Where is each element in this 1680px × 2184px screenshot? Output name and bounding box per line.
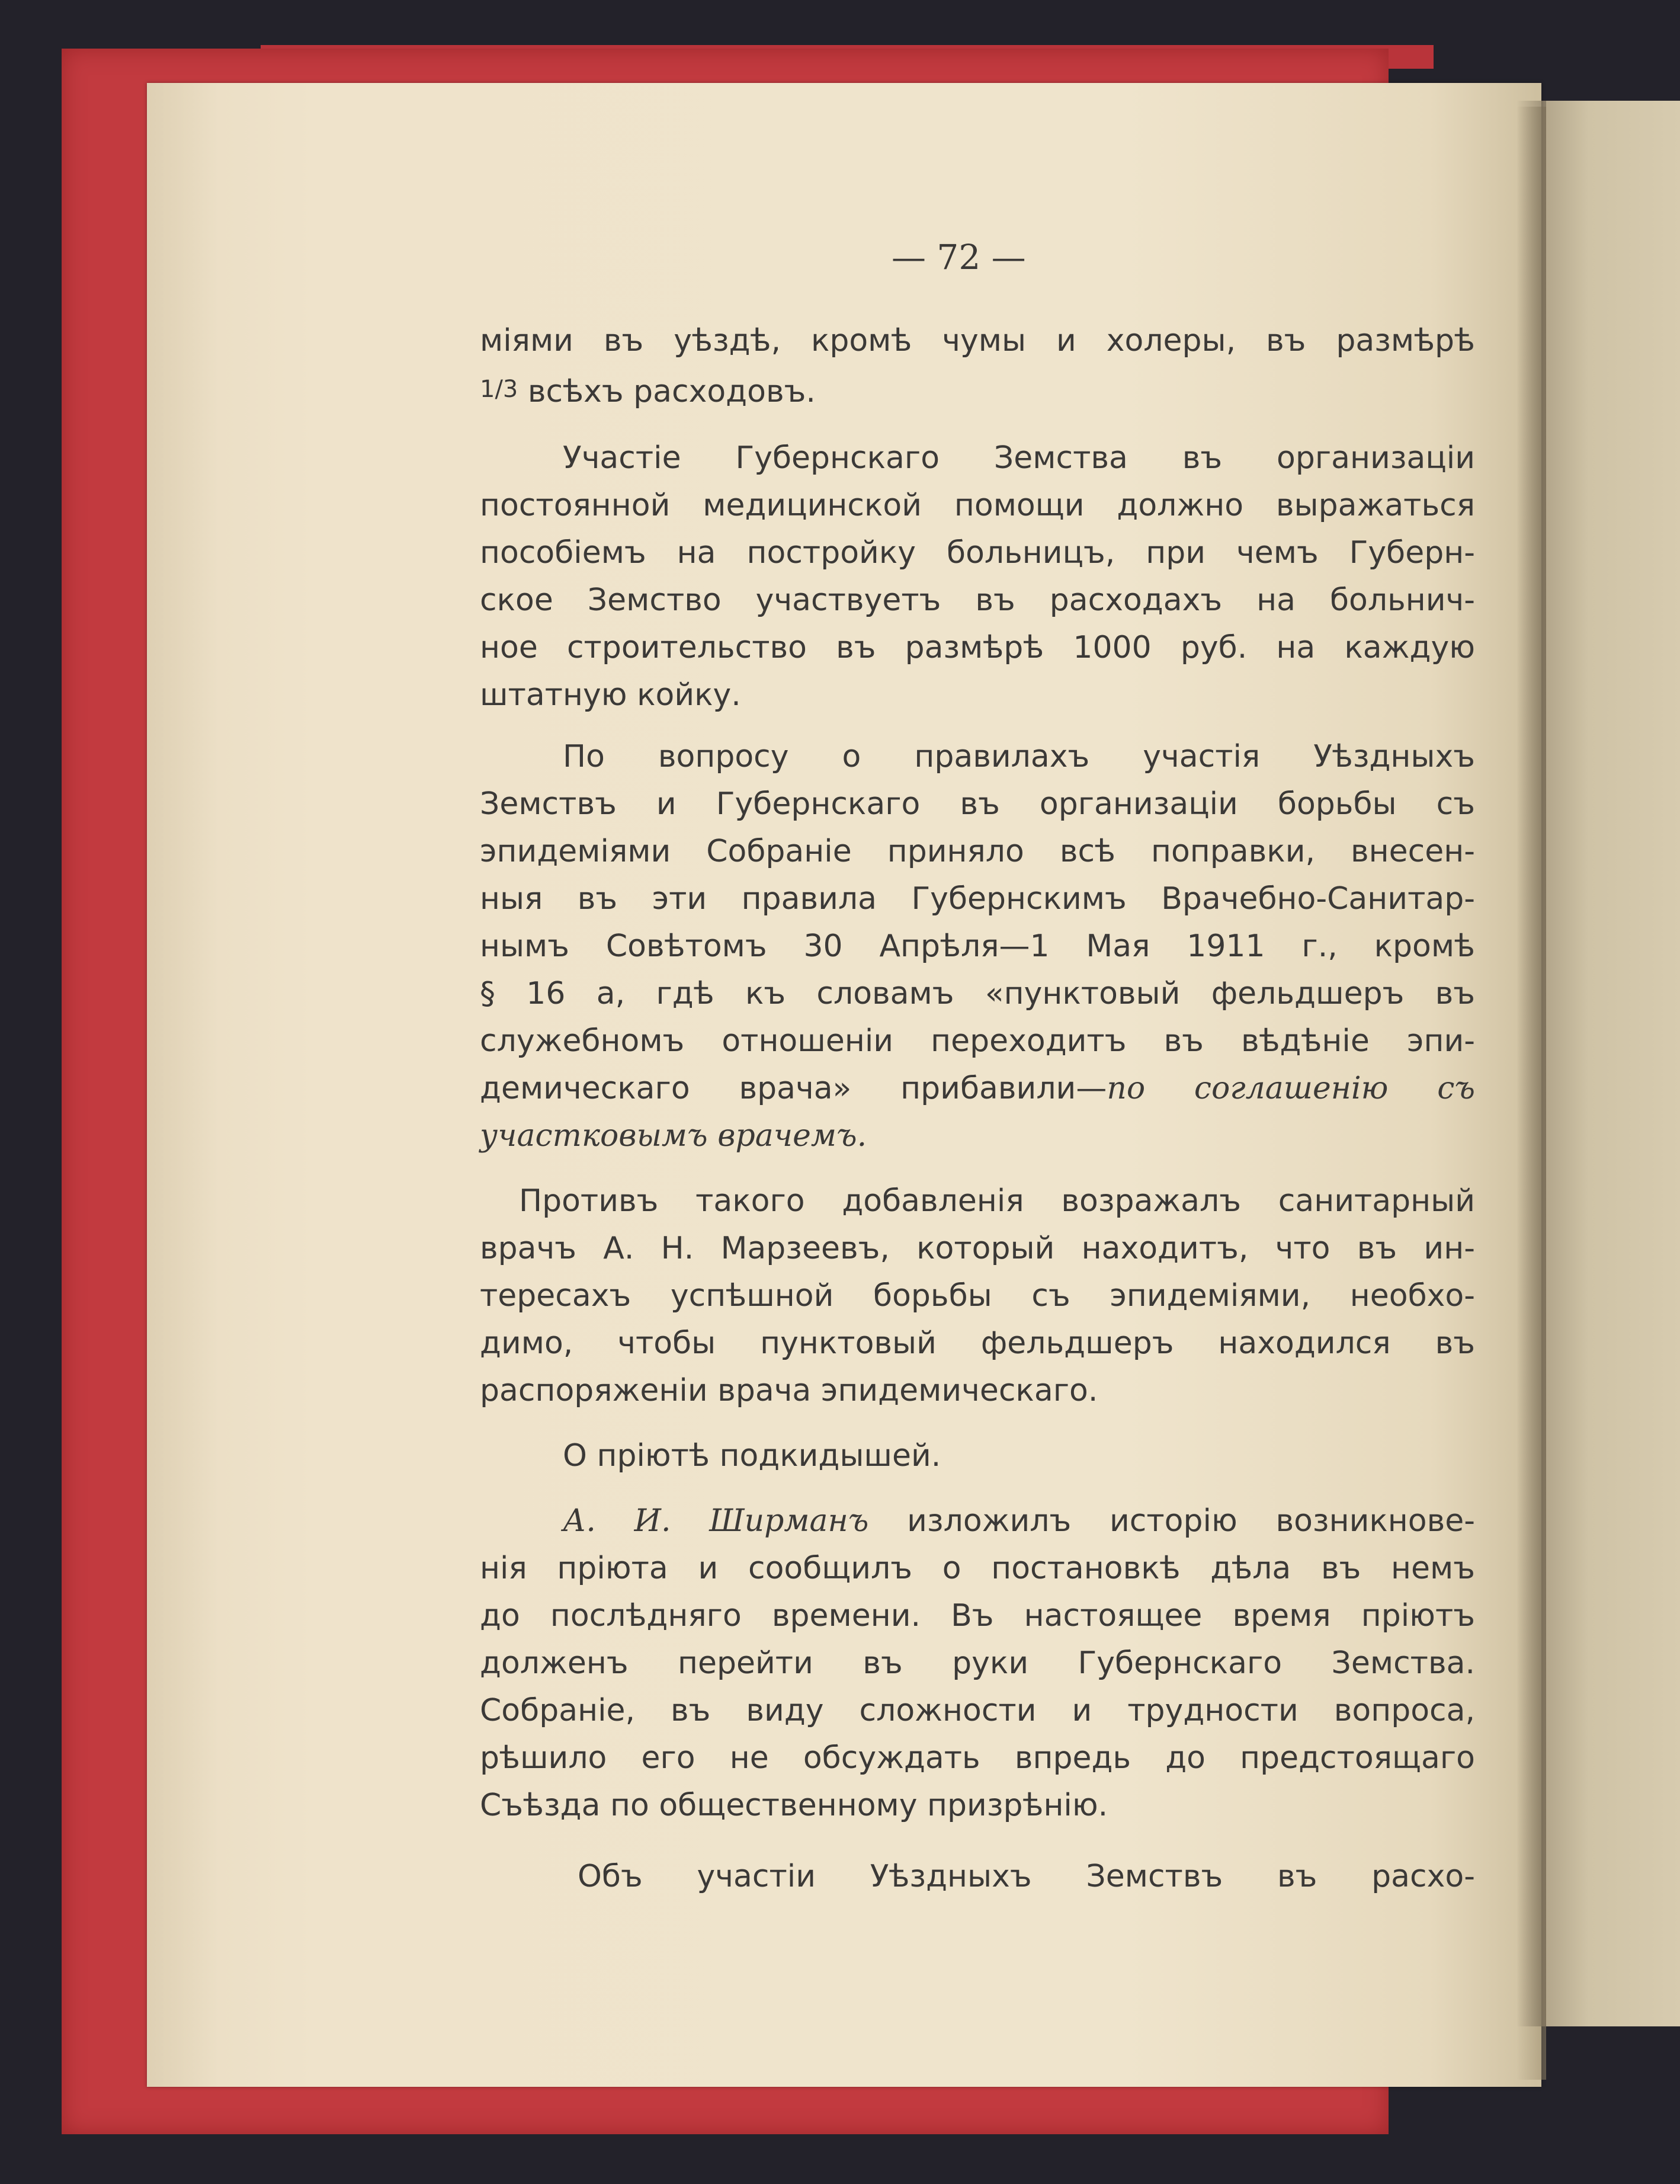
text-line: Объ участіи Уѣздныхъ Земствъ въ расхо-: [578, 1859, 1475, 1894]
text-line-span: изложилъ исторію возникнове-: [907, 1503, 1475, 1539]
text-line: рѣшило его не обсуждать впредь до предстоящаго: [480, 1740, 1475, 1776]
text-line: Собраніе, въ виду сложности и трудности вопроса,: [480, 1693, 1475, 1728]
text-line-span: демическаго врача» прибавили—: [480, 1071, 1107, 1106]
text-line: служебномъ отношеніи переходитъ въ вѣдѣніе эпи-: [480, 1023, 1475, 1059]
text-line: димо, чтобы пунктовый фельдшеръ находился въ: [480, 1325, 1475, 1361]
text-line: долженъ перейти въ руки Губернскаго Земства.: [480, 1645, 1475, 1681]
text-line: По вопросу о правилахъ участія Уѣздныхъ: [563, 739, 1475, 774]
section-heading: О пріютѣ подкидышей.: [563, 1438, 941, 1474]
fraction: 1/3: [480, 376, 518, 403]
text-line: Съѣзда по общественному призрѣнію.: [480, 1788, 1108, 1823]
text-line: § 16 а, гдѣ къ словамъ «пунктовый фельдшеръ въ: [480, 976, 1475, 1011]
text-line: тересахъ успѣшной борьбы съ эпидеміями, необхо-: [480, 1278, 1475, 1314]
text-line: нія пріюта и сообщилъ о постановкѣ дѣла въ немъ: [480, 1551, 1475, 1586]
text-line: міями въ уѣздѣ, кромѣ чумы и холеры, въ размѣрѣ: [480, 323, 1475, 358]
next-page-edge: [1528, 101, 1680, 2026]
text-line: постоянной медицинской помощи должно выражаться: [480, 488, 1475, 523]
text-line: Противъ такого добавленія возражалъ санитарный: [519, 1183, 1475, 1219]
text-line: врачъ А. Н. Марзеевъ, который находитъ, что въ ин-: [480, 1231, 1475, 1266]
text-line: штатную койку.: [480, 677, 741, 713]
spine-shadow: [1517, 101, 1546, 2026]
text-line: распоряженіи врача эпидемическаго.: [480, 1373, 1098, 1408]
text-line: [480, 1065, 1475, 1112]
text-line: эпидеміями Собраніе приняло всѣ поправки, внесен-: [480, 834, 1475, 869]
text-line: ныя въ эти правила Губернскимъ Врачебно-Санитар-: [480, 881, 1475, 917]
text-line-span: всѣхъ расходовъ.: [527, 374, 816, 409]
text-line: ское Земство участвуетъ въ расходахъ на больнич-: [480, 582, 1475, 618]
text-line: до послѣдняго времени. Въ настоящее время пріютъ: [480, 1598, 1475, 1634]
text-line: ное строительство въ размѣрѣ 1000 руб. на каждую: [480, 630, 1475, 665]
text-line: Участіе Губернскаго Земства въ организаціи: [563, 440, 1475, 476]
text-line: Земствъ и Губернскаго въ организаціи борьбы съ: [480, 786, 1475, 822]
text-line: участковымъ врачемъ.: [480, 1118, 867, 1154]
italic-phrase: по соглашенію съ: [1107, 1071, 1475, 1106]
text-line: пособіемъ на постройку больницъ, при чемъ Губерн-: [480, 535, 1475, 571]
speaker-name: А. И. Ширманъ: [563, 1503, 869, 1539]
text-line: [480, 366, 1475, 413]
page-gutter-shadow: [147, 83, 218, 2087]
text-line: [563, 1497, 1475, 1545]
page-number: — 72 —: [892, 237, 1026, 277]
text-line: нымъ Совѣтомъ 30 Апрѣля—1 Мая 1911 г., кромѣ: [480, 928, 1475, 964]
